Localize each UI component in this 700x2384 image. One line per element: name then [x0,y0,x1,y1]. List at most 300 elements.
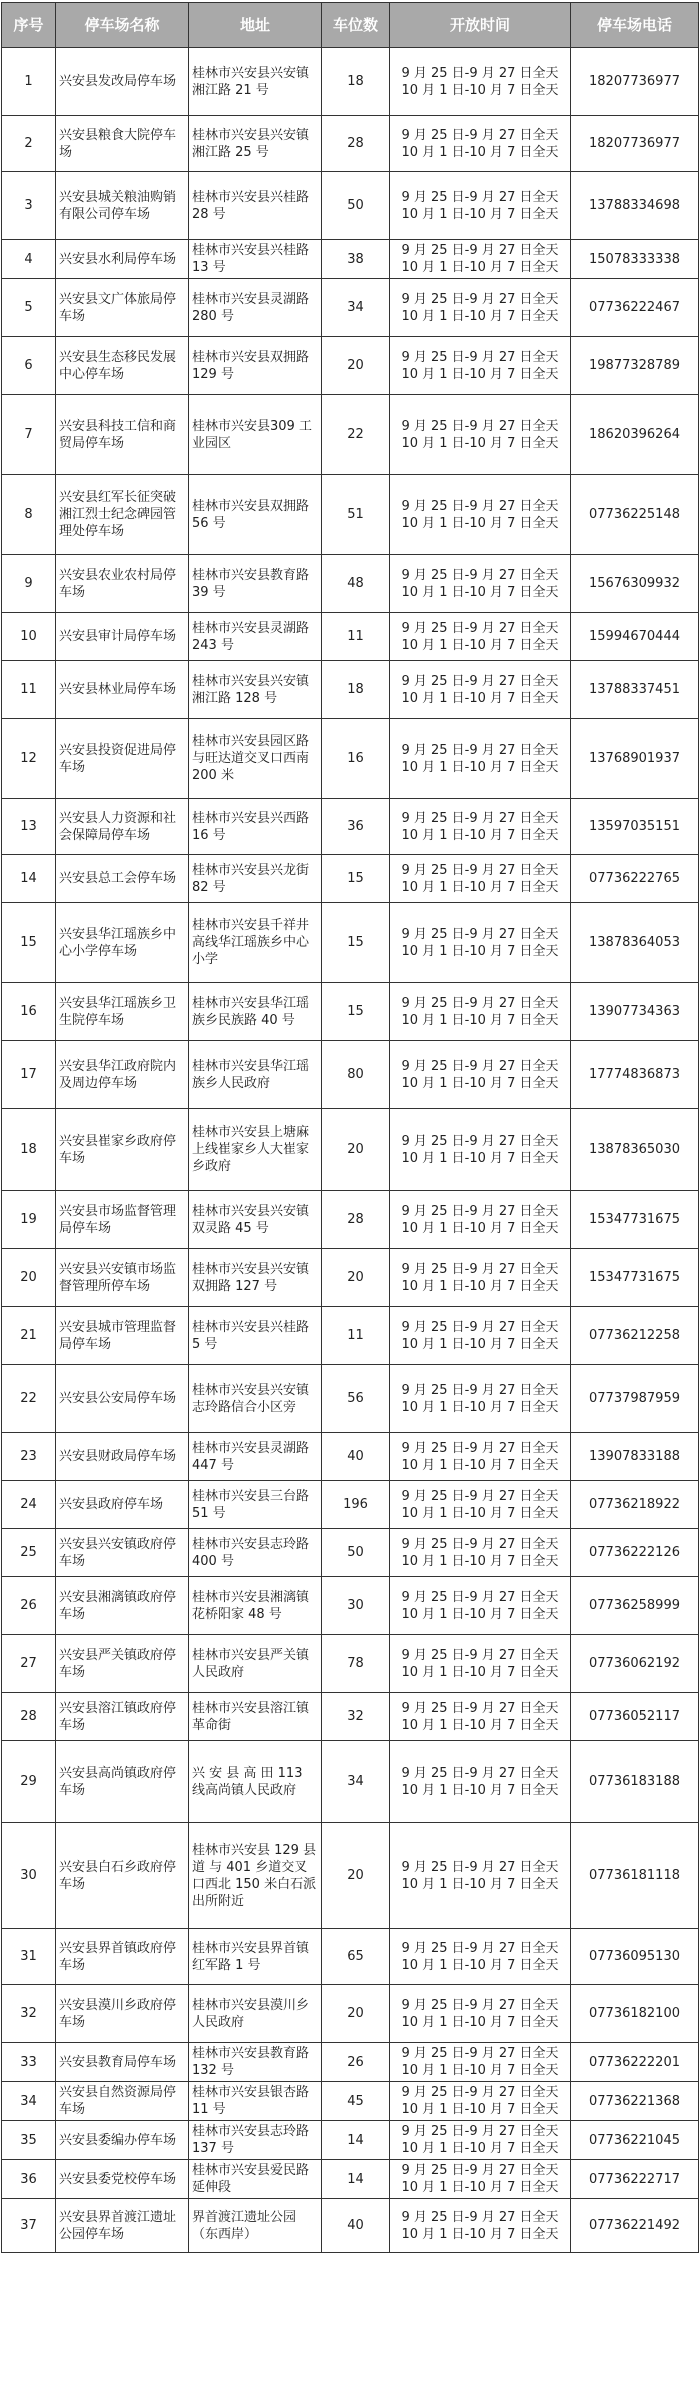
row-name: 兴安县水利局停车场 [56,240,189,279]
row-phone: 13597035151 [571,799,699,855]
row-address: 桂林市兴安县湘漓镇花桥阳家 48 号 [189,1577,322,1635]
table-row [2,2121,699,2160]
row-spaces: 28 [322,1191,390,1249]
table-row [2,1529,699,1577]
row-name: 兴安县财政局停车场 [56,1433,189,1481]
open-time-line-1: 9 月 25 日-9 月 27 日全天 [401,2085,559,2100]
row-index: 3 [2,172,56,240]
row-index: 36 [2,2160,56,2199]
open-time-line-1: 9 月 25 日-9 月 27 日全天 [401,567,559,583]
row-address: 桂林市兴安县兴安镇湘江路 128 号 [189,661,322,719]
table-row [2,172,699,240]
row-spaces: 196 [322,1481,390,1529]
open-time-line-2: 10 月 1 日-10 月 7 日全天 [401,308,559,324]
row-name: 兴安县城市管理监督局停车场 [56,1307,189,1365]
row-phone: 15676309932 [571,555,699,613]
table-row [2,1365,699,1433]
row-index: 13 [2,799,56,855]
row-address: 桂林市兴安县兴桂路 13 号 [189,240,322,279]
open-time-line-1: 9 月 25 日-9 月 27 日全天 [401,1859,559,1875]
row-index: 28 [2,1693,56,1741]
row-phone: 15347731675 [571,1249,699,1307]
row-phone: 07736222467 [571,279,699,337]
open-time-line-1: 9 月 25 日-9 月 27 日全天 [401,1261,559,1277]
row-name: 兴安县投资促进局停车场 [56,719,189,799]
row-name: 兴安县科技工信和商贸局停车场 [56,395,189,475]
table-row [2,1929,699,1985]
open-time-line-2: 10 月 1 日-10 月 7 日全天 [401,637,559,653]
row-name: 兴安县政府停车场 [56,1481,189,1529]
row-index: 5 [2,279,56,337]
open-time-line-2: 10 月 1 日-10 月 7 日全天 [401,943,559,959]
table-row [2,661,699,719]
row-spaces: 78 [322,1635,390,1693]
row-spaces: 16 [322,719,390,799]
open-time-line-1: 9 月 25 日-9 月 27 日全天 [401,1765,559,1781]
open-time-line-1: 9 月 25 日-9 月 27 日全天 [401,742,559,758]
row-name: 兴安县生态移民发展中心停车场 [56,337,189,395]
row-phone: 07736221045 [571,2121,699,2160]
row-open-time [390,613,571,661]
row-address: 桂林市兴安县兴安镇双拥路 127 号 [189,1249,322,1307]
row-name: 兴安县教育局停车场 [56,2043,189,2082]
row-index: 11 [2,661,56,719]
open-time-line-1: 9 月 25 日-9 月 27 日全天 [401,926,559,942]
row-open-time [390,1823,571,1929]
row-open-time [390,2121,571,2160]
open-time-line-1: 9 月 25 日-9 月 27 日全天 [401,995,559,1011]
row-spaces: 14 [322,2121,390,2160]
row-open-time [390,172,571,240]
row-open-time [390,1929,571,1985]
row-address: 桂林市兴安县兴桂路 5 号 [189,1307,322,1365]
table-row [2,279,699,337]
row-spaces: 40 [322,1433,390,1481]
row-name: 兴安县总工会停车场 [56,855,189,903]
row-spaces: 15 [322,983,390,1041]
row-name: 兴安县发改局停车场 [56,48,189,116]
row-open-time [390,555,571,613]
open-time-line-2: 10 月 1 日-10 月 7 日全天 [401,144,559,160]
row-address: 桂林市兴安县严关镇人民政府 [189,1635,322,1693]
table-row [2,855,699,903]
open-time-line-1: 9 月 25 日-9 月 27 日全天 [401,1440,559,1456]
open-time-line-2: 10 月 1 日-10 月 7 日全天 [401,1399,559,1415]
row-name: 兴安县界首镇政府停车场 [56,1929,189,1985]
row-address: 桂林市兴安县双拥路 129 号 [189,337,322,395]
row-spaces: 80 [322,1041,390,1109]
open-time-line-1: 9 月 25 日-9 月 27 日全天 [401,498,559,514]
open-time-line-1: 9 月 25 日-9 月 27 日全天 [401,349,559,365]
row-spaces: 32 [322,1693,390,1741]
row-address: 桂林市兴安县309 工业园区 [189,395,322,475]
row-spaces: 22 [322,395,390,475]
header-open-time: 开放时间 [390,3,571,48]
row-name: 兴安县审计局停车场 [56,613,189,661]
row-phone: 13907833188 [571,1433,699,1481]
row-phone: 07736095130 [571,1929,699,1985]
open-time-line-1: 9 月 25 日-9 月 27 日全天 [401,1700,559,1716]
open-time-line-2: 10 月 1 日-10 月 7 日全天 [401,435,559,451]
row-phone: 07737987959 [571,1365,699,1433]
row-spaces: 36 [322,799,390,855]
row-index: 34 [2,2082,56,2121]
row-phone: 07736222717 [571,2160,699,2199]
row-index: 37 [2,2199,56,2253]
row-index: 17 [2,1041,56,1109]
row-open-time [390,799,571,855]
row-name: 兴安县农业农村局停车场 [56,555,189,613]
table-row [2,2199,699,2253]
row-open-time [390,903,571,983]
row-open-time [390,719,571,799]
open-time-line-2: 10 月 1 日-10 月 7 日全天 [401,1220,559,1236]
row-open-time [390,1307,571,1365]
row-index: 19 [2,1191,56,1249]
row-phone: 13768901937 [571,719,699,799]
open-time-line-1: 9 月 25 日-9 月 27 日全天 [401,1940,559,1956]
table-row [2,2043,699,2082]
row-open-time [390,1577,571,1635]
open-time-line-2: 10 月 1 日-10 月 7 日全天 [401,2102,559,2117]
table-row [2,475,699,555]
row-name: 兴安县兴安镇市场监督管理所停车场 [56,1249,189,1307]
row-spaces: 15 [322,903,390,983]
open-time-line-2: 10 月 1 日-10 月 7 日全天 [401,1278,559,1294]
row-phone: 07736222126 [571,1529,699,1577]
row-phone: 07736221492 [571,2199,699,2253]
row-open-time [390,475,571,555]
table-row [2,903,699,983]
open-time-line-2: 10 月 1 日-10 月 7 日全天 [401,206,559,222]
open-time-line-1: 9 月 25 日-9 月 27 日全天 [401,1203,559,1219]
open-time-line-2: 10 月 1 日-10 月 7 日全天 [401,1457,559,1473]
row-name: 兴安县委党校停车场 [56,2160,189,2199]
table-row [2,48,699,116]
row-spaces: 34 [322,279,390,337]
open-time-line-1: 9 月 25 日-9 月 27 日全天 [401,1589,559,1605]
row-phone: 07736052117 [571,1693,699,1741]
row-address: 桂林市兴安县漠川乡人民政府 [189,1985,322,2043]
header-spaces: 车位数 [322,3,390,48]
row-name: 兴安县湘漓镇政府停车场 [56,1577,189,1635]
table-row [2,1433,699,1481]
row-address: 桂林市兴安县三台路 51 号 [189,1481,322,1529]
row-open-time [390,279,571,337]
row-name: 兴安县粮食大院停车场 [56,116,189,172]
row-phone: 13907734363 [571,983,699,1041]
row-open-time [390,1109,571,1191]
row-spaces: 18 [322,48,390,116]
open-time-line-1: 9 月 25 日-9 月 27 日全天 [401,418,559,434]
row-name: 兴安县兴安镇政府停车场 [56,1529,189,1577]
table-row [2,1191,699,1249]
open-time-line-1: 9 月 25 日-9 月 27 日全天 [401,2046,559,2061]
header-address: 地址 [189,3,322,48]
row-address: 桂林市兴安县兴西路 16 号 [189,799,322,855]
row-name: 兴安县漠川乡政府停车场 [56,1985,189,2043]
row-address: 桂林市兴安县教育路 132 号 [189,2043,322,2082]
row-open-time [390,2160,571,2199]
row-phone: 07736182100 [571,1985,699,2043]
row-index: 30 [2,1823,56,1929]
row-index: 14 [2,855,56,903]
row-name: 兴安县红军长征突破湘江烈士纪念碑园管理处停车场 [56,475,189,555]
row-phone: 07736181118 [571,1823,699,1929]
row-index: 20 [2,1249,56,1307]
row-spaces: 20 [322,1109,390,1191]
row-phone: 07736183188 [571,1741,699,1823]
row-index: 16 [2,983,56,1041]
table-row [2,613,699,661]
table-row [2,395,699,475]
row-open-time [390,1693,571,1741]
open-time-line-2: 10 月 1 日-10 月 7 日全天 [401,1012,559,1028]
open-time-line-1: 9 月 25 日-9 月 27 日全天 [401,189,559,205]
row-index: 8 [2,475,56,555]
table-row [2,1693,699,1741]
row-address: 桂林市兴安县兴安镇湘江路 21 号 [189,48,322,116]
row-open-time [390,395,571,475]
row-address: 兴 安 县 高 田 113 线高尚镇人民政府 [189,1741,322,1823]
row-address: 桂林市兴安县兴龙街 82 号 [189,855,322,903]
row-open-time [390,1433,571,1481]
row-address: 桂林市兴安县兴安镇湘江路 25 号 [189,116,322,172]
row-phone: 07736062192 [571,1635,699,1693]
row-spaces: 51 [322,475,390,555]
row-index: 31 [2,1929,56,1985]
open-time-line-2: 10 月 1 日-10 月 7 日全天 [401,515,559,531]
row-index: 4 [2,240,56,279]
open-time-line-2: 10 月 1 日-10 月 7 日全天 [401,690,559,706]
row-index: 21 [2,1307,56,1365]
row-address: 桂林市兴安县上塘麻上线崔家乡人大崔家乡政府 [189,1109,322,1191]
open-time-line-2: 10 月 1 日-10 月 7 日全天 [401,1075,559,1091]
open-time-line-1: 9 月 25 日-9 月 27 日全天 [401,1058,559,1074]
row-spaces: 26 [322,2043,390,2082]
table-row [2,1823,699,1929]
table-row [2,116,699,172]
row-index: 10 [2,613,56,661]
row-phone: 07736222765 [571,855,699,903]
row-spaces: 11 [322,613,390,661]
open-time-line-2: 10 月 1 日-10 月 7 日全天 [401,366,559,382]
open-time-line-1: 9 月 25 日-9 月 27 日全天 [401,673,559,689]
row-name: 兴安县严关镇政府停车场 [56,1635,189,1693]
row-index: 25 [2,1529,56,1577]
row-phone: 07736258999 [571,1577,699,1635]
row-open-time [390,855,571,903]
row-address: 桂林市兴安县灵湖路 243 号 [189,613,322,661]
open-time-line-2: 10 月 1 日-10 月 7 日全天 [401,584,559,600]
open-time-line-2: 10 月 1 日-10 月 7 日全天 [401,1717,559,1733]
open-time-line-2: 10 月 1 日-10 月 7 日全天 [401,879,559,895]
table-row [2,240,699,279]
row-spaces: 56 [322,1365,390,1433]
open-time-line-2: 10 月 1 日-10 月 7 日全天 [401,2180,559,2195]
header-phone: 停车场电话 [571,3,699,48]
table-row [2,1985,699,2043]
row-open-time [390,1249,571,1307]
row-phone: 17774836873 [571,1041,699,1109]
open-time-line-1: 9 月 25 日-9 月 27 日全天 [401,810,559,826]
row-spaces: 30 [322,1577,390,1635]
row-spaces: 14 [322,2160,390,2199]
row-address: 桂林市兴安县千祥井高线华江瑶族乡中心小学 [189,903,322,983]
row-open-time [390,1985,571,2043]
row-name: 兴安县委编办停车场 [56,2121,189,2160]
row-name: 兴安县人力资源和社会保障局停车场 [56,799,189,855]
row-index: 6 [2,337,56,395]
open-time-line-1: 9 月 25 日-9 月 27 日全天 [401,1133,559,1149]
row-address: 桂林市兴安县溶江镇革命街 [189,1693,322,1741]
row-name: 兴安县华江政府院内及周边停车场 [56,1041,189,1109]
row-open-time [390,240,571,279]
open-time-line-2: 10 月 1 日-10 月 7 日全天 [401,1505,559,1521]
row-address: 桂林市兴安县志玲路 400 号 [189,1529,322,1577]
row-address: 桂林市兴安县华江瑶族乡人民政府 [189,1041,322,1109]
row-name: 兴安县市场监督管理局停车场 [56,1191,189,1249]
row-open-time [390,1365,571,1433]
row-name: 兴安县溶江镇政府停车场 [56,1693,189,1741]
row-address: 桂林市兴安县界首镇红军路 1 号 [189,1929,322,1985]
row-address: 桂林市兴安县灵湖路 447 号 [189,1433,322,1481]
table-body [2,48,699,2253]
open-time-line-1: 9 月 25 日-9 月 27 日全天 [401,1647,559,1663]
row-index: 24 [2,1481,56,1529]
row-name: 兴安县华江瑶族乡中心小学停车场 [56,903,189,983]
row-spaces: 38 [322,240,390,279]
table-row [2,337,699,395]
row-open-time [390,1529,571,1577]
open-time-line-1: 9 月 25 日-9 月 27 日全天 [401,620,559,636]
open-time-line-1: 9 月 25 日-9 月 27 日全天 [401,1536,559,1552]
row-name: 兴安县林业局停车场 [56,661,189,719]
row-spaces: 20 [322,337,390,395]
row-open-time [390,116,571,172]
open-time-line-2: 10 月 1 日-10 月 7 日全天 [401,1150,559,1166]
table-row [2,555,699,613]
row-name: 兴安县高尚镇政府停车场 [56,1741,189,1823]
row-open-time [390,2043,571,2082]
row-name: 兴安县城关粮油购销有限公司停车场 [56,172,189,240]
row-phone: 15347731675 [571,1191,699,1249]
table-row [2,1741,699,1823]
open-time-line-1: 9 月 25 日-9 月 27 日全天 [401,1997,559,2013]
open-time-line-1: 9 月 25 日-9 月 27 日全天 [401,291,559,307]
row-name: 兴安县文广体旅局停车场 [56,279,189,337]
row-spaces: 50 [322,1529,390,1577]
row-spaces: 20 [322,1985,390,2043]
row-phone: 18207736977 [571,116,699,172]
row-address: 桂林市兴安县兴桂路 28 号 [189,172,322,240]
open-time-line-2: 10 月 1 日-10 月 7 日全天 [401,1664,559,1680]
table-row [2,1481,699,1529]
row-open-time [390,1635,571,1693]
row-index: 15 [2,903,56,983]
row-spaces: 11 [322,1307,390,1365]
table-row [2,719,699,799]
row-open-time [390,1481,571,1529]
row-index: 26 [2,1577,56,1635]
header-name: 停车场名称 [56,3,189,48]
row-phone: 15994670444 [571,613,699,661]
row-phone: 19877328789 [571,337,699,395]
row-index: 22 [2,1365,56,1433]
row-open-time [390,337,571,395]
row-spaces: 20 [322,1249,390,1307]
row-address: 桂林市兴安县灵湖路 280 号 [189,279,322,337]
open-time-line-1: 9 月 25 日-9 月 27 日全天 [401,1319,559,1335]
open-time-line-1: 9 月 25 日-9 月 27 日全天 [401,65,559,81]
row-open-time [390,1741,571,1823]
row-index: 23 [2,1433,56,1481]
row-index: 12 [2,719,56,799]
row-open-time [390,661,571,719]
row-name: 兴安县界首渡江遗址公园停车场 [56,2199,189,2253]
row-index: 7 [2,395,56,475]
open-time-line-1: 9 月 25 日-9 月 27 日全天 [401,2124,559,2139]
open-time-line-2: 10 月 1 日-10 月 7 日全天 [401,1876,559,1892]
row-open-time [390,1041,571,1109]
row-spaces: 65 [322,1929,390,1985]
row-open-time [390,2082,571,2121]
row-address: 桂林市兴安县志玲路 137 号 [189,2121,322,2160]
row-phone: 13878365030 [571,1109,699,1191]
row-phone: 13788334698 [571,172,699,240]
open-time-line-1: 9 月 25 日-9 月 27 日全天 [401,1382,559,1398]
row-name: 兴安县自然资源局停车场 [56,2082,189,2121]
open-time-line-1: 9 月 25 日-9 月 27 日全天 [401,127,559,143]
row-index: 35 [2,2121,56,2160]
row-open-time [390,48,571,116]
row-address: 桂林市兴安县双拥路 56 号 [189,475,322,555]
row-spaces: 40 [322,2199,390,2253]
row-address: 桂林市兴安县兴安镇志玲路信合小区旁 [189,1365,322,1433]
open-time-line-2: 10 月 1 日-10 月 7 日全天 [401,827,559,843]
row-spaces: 15 [322,855,390,903]
table-row [2,1577,699,1635]
row-index: 32 [2,1985,56,2043]
row-index: 27 [2,1635,56,1693]
row-index: 1 [2,48,56,116]
row-open-time [390,983,571,1041]
row-index: 29 [2,1741,56,1823]
row-phone: 07736218922 [571,1481,699,1529]
row-phone: 07736225148 [571,475,699,555]
row-spaces: 45 [322,2082,390,2121]
row-spaces: 50 [322,172,390,240]
open-time-line-2: 10 月 1 日-10 月 7 日全天 [401,2226,559,2242]
row-address: 桂林市兴安县爱民路延伸段 [189,2160,322,2199]
row-address: 桂林市兴安县 129 县 道 与 401 乡道交叉口西北 150 米白石派出所附近 [189,1823,322,1929]
open-time-line-2: 10 月 1 日-10 月 7 日全天 [401,2063,559,2078]
row-phone: 07736212258 [571,1307,699,1365]
parking-table [1,2,699,2253]
row-index: 2 [2,116,56,172]
open-time-line-1: 9 月 25 日-9 月 27 日全天 [401,2209,559,2225]
open-time-line-1: 9 月 25 日-9 月 27 日全天 [401,2163,559,2178]
table-row [2,1635,699,1693]
row-address: 桂林市兴安县银杏路 11 号 [189,2082,322,2121]
row-index: 18 [2,1109,56,1191]
open-time-line-1: 9 月 25 日-9 月 27 日全天 [401,243,559,258]
row-name: 兴安县公安局停车场 [56,1365,189,1433]
row-spaces: 18 [322,661,390,719]
row-index: 9 [2,555,56,613]
row-spaces: 20 [322,1823,390,1929]
open-time-line-2: 10 月 1 日-10 月 7 日全天 [401,2014,559,2030]
